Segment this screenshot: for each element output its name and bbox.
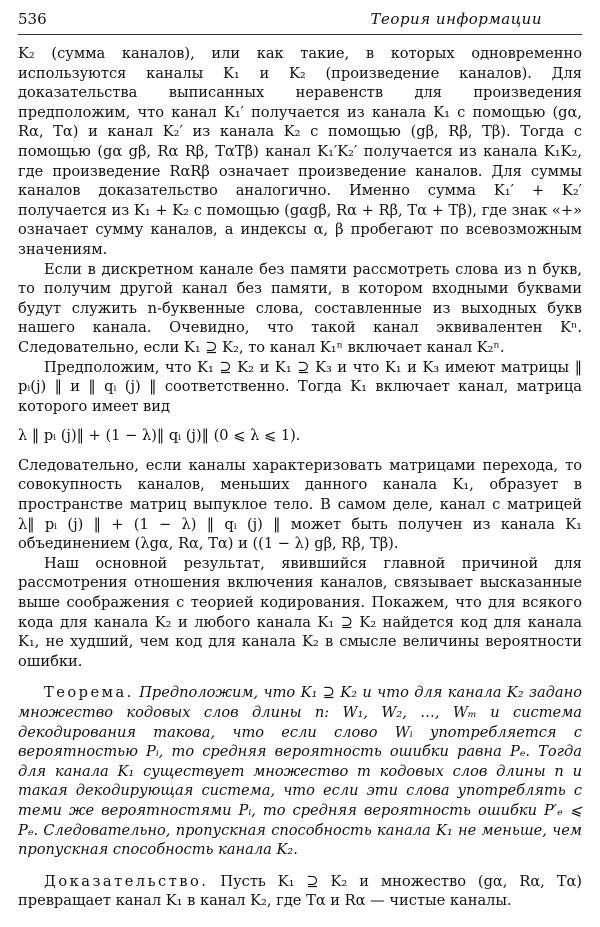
theorem-text: Предположим, что K₁ ⊇ K₂ и что для канала K₂ задано множество кодовых слов длины n: W₁, W₂, …, Wₘ и система декодирования такова, что если слово Wᵢ употребляется с вероятностью Pᵢ, то средняя вероятность ошибки равна Pₑ. Тогда для канала K₁ существует множество m кодовых слов длины n и такая декодирующая система, что если эти слова употреблять с теми же вероятностями Pᵢ, то средняя вероятность ошибки P′ₑ ⩽ Pₑ. Следовательно, пропускная способность канала K₁ не меньше, чем пропускная способность канала K₂. bbox=[18, 684, 583, 859]
proof-block bbox=[18, 872, 582, 911]
header-rule bbox=[18, 34, 582, 35]
page-body bbox=[18, 44, 582, 911]
page-number: 536 bbox=[18, 10, 47, 28]
theorem-label: Теорема. bbox=[44, 684, 134, 702]
paragraph-n-letter-words: Если в дискретном канале без памяти рассмотреть слова из n букв, то получим другой канал без памяти, в котором входными буквами будут служить n-буквенные слова, составленные из выходных букв нашего канала. Очевидно, что такой канал эквивалентен Kⁿ. Следовательно, если K₁ ⊇ K₂, то канал K₁ⁿ включает канал K₂ⁿ. bbox=[18, 260, 582, 356]
page-header bbox=[18, 10, 582, 34]
paragraph-matrices: Предположим, что K₁ ⊇ K₂ и K₁ ⊇ K₃ и что K₁ и K₃ имеют матрицы ‖ pᵢ(j) ‖ и ‖ qᵢ (j) ‖ соответственно. Тогда K₁ включает канал, матрица которого имеет вид bbox=[18, 358, 582, 415]
running-title: Теория информации bbox=[370, 10, 542, 28]
proof-label: Доказательство. bbox=[44, 872, 209, 890]
display-formula: λ ‖ pᵢ (j)‖ + (1 − λ)‖ qᵢ (j)‖ (0 ⩽ λ ⩽ 1). bbox=[18, 427, 301, 445]
paragraph-channel-product: K₂ (сумма каналов), или как такие, в которых одновременно используются каналы K₁ и K₂ (произведение каналов). Для доказательства выписанных неравенств для произведения предположим, что канал K₁′ получается из канала K₁ с помощью (gα, Rα, Tα) и канал K₂′ из канала K₂ с помощью (gβ, Rβ, Tβ). Тогда с помощью (gα gβ, Rα Rβ, TαTβ) канал K₁′K₂′ получается из канала K₁K₂, где произведение RαRβ означает произведение каналов. Для суммы каналов доказательство аналогично. Именно сумма K₁′ + K₂′ получается из K₁ + K₂ с помощью (gαgβ, Rα + Rβ, Tα + Tβ), где знак «+» означает сумму каналов, а индексы α, β пробегают по всевозможным значениям. bbox=[18, 45, 582, 258]
paragraph-main-result: Наш основной результат, явившийся главной причиной для рассмотрения отношения включения каналов, связывает высказанные выше соображения с теорией кодирования. Покажем, что для всякого кода для канала K₂ и любого канала K₁ ⊇ K₂ найдется код для канала K₁, не худший, чем код для канала K₂ в смысле величины вероятности ошибки. bbox=[18, 554, 582, 670]
theorem-block bbox=[18, 683, 582, 859]
paragraph-convex-body: Следовательно, если каналы характеризовать матрицами перехода, то совокупность каналов, меньших данного канала K₁, образует в пространстве матриц выпуклое тело. В самом деле, канал с матрицей λ‖ pᵢ (j) ‖ + (1 − λ) ‖ qᵢ (j) ‖ может быть получен из канала K₁ объединением (λgα, Rα, Tα) и ((1 − λ) gβ, Rβ, Tβ). bbox=[18, 456, 582, 553]
proof-text: Пусть K₁ ⊇ K₂ и множество (gα, Rα, Tα) превращает канал K₁ в канал K₂, где Tα и Rα — чистые каналы. bbox=[18, 872, 582, 910]
